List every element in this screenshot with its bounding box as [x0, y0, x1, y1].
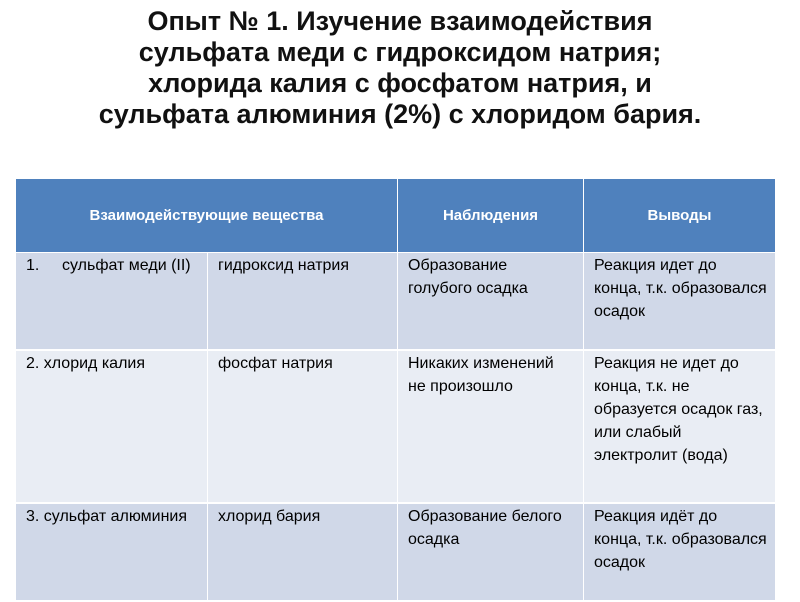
cell-substance-2: фосфат натрия [208, 350, 398, 503]
cell-substance-2: хлорид бария [208, 503, 398, 601]
cell-observation: Образование белого осадка [398, 503, 584, 601]
results-table [15, 178, 776, 602]
title-line-1: Опыт № 1. Изучение взаимодействия [147, 6, 653, 36]
header-conclusions: Выводы [584, 179, 776, 253]
cell-observation: Никаких изменений не произошло [398, 350, 584, 503]
table-row [16, 253, 776, 351]
cell-substance-1: 3. сульфат алюминия [16, 503, 208, 601]
table-row [16, 350, 776, 503]
cell-observation: Образование голубого осадка [398, 253, 584, 351]
header-observations: Наблюдения [398, 179, 584, 253]
title-line-2: сульфата меди с гидроксидом натрия; [138, 37, 662, 67]
cell-conclusion: Реакция идёт до конца, т.к. образовался осадок [584, 503, 776, 601]
title-line-3: хлорида калия с фосфатом натрия, и [148, 68, 652, 98]
cell-substance-2: гидроксид натрия [208, 253, 398, 351]
cell-substance-1: 2. хлорид калия [16, 350, 208, 503]
page-title [20, 6, 780, 130]
row-number: 1. [26, 257, 40, 274]
cell-substance-1 [16, 253, 208, 351]
cell-conclusion: Реакция идет до конца, т.к. образовался осадок [584, 253, 776, 351]
cell-conclusion: Реакция не идет до конца, т.к. не образуется осадок газ, или слабый электролит (вода) [584, 350, 776, 503]
table-row [16, 503, 776, 601]
header-substances: Взаимодействующие вещества [16, 179, 398, 253]
title-line-4: сульфата алюминия (2%) с хлоридом бария. [98, 99, 702, 129]
substance-1-text: сульфат меди (II) [62, 257, 191, 274]
table-header-row [16, 179, 776, 253]
